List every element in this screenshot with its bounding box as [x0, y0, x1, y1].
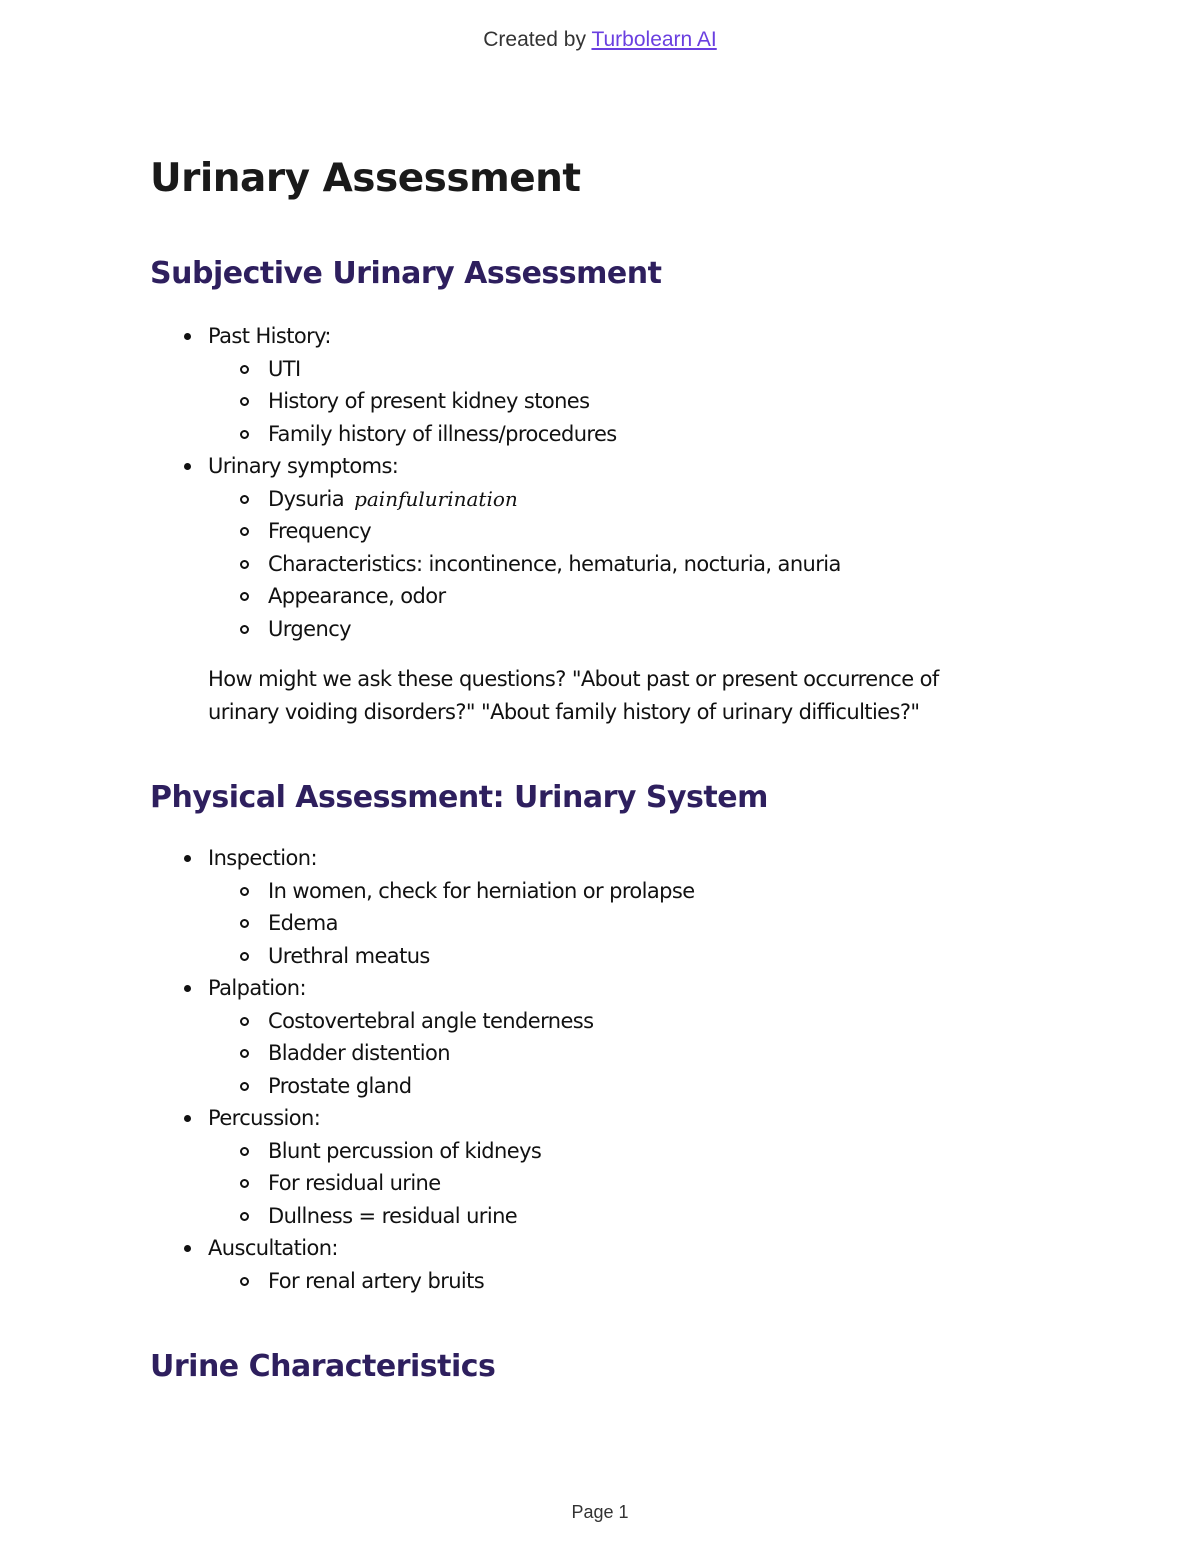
page-footer [0, 1502, 1200, 1523]
palpation-sublist [208, 1005, 1030, 1103]
list-item: For residual urine [208, 1167, 1030, 1200]
list-item: Dullness = residual urine [208, 1200, 1030, 1233]
list-item: Costovertebral angle tenderness [208, 1005, 1030, 1038]
header-prefix: Created by [483, 28, 586, 51]
palpation-label: Palpation: [208, 976, 306, 1000]
inspection-sublist [208, 875, 1030, 973]
urinary-symptoms-label: Urinary symptoms: [208, 454, 399, 478]
past-history-label: Past History: [208, 324, 331, 348]
dysuria-text: Dysuria [268, 486, 344, 511]
list-item: In women, check for herniation or prolapse [208, 875, 1030, 908]
page-title: Urinary Assessment [150, 156, 581, 201]
physical-list [150, 842, 1030, 1297]
list-item: Blunt percussion of kidneys [208, 1135, 1030, 1168]
list-item: Family history of illness/procedures [208, 418, 1030, 451]
page-header [0, 28, 1200, 52]
document-body [150, 150, 1030, 1389]
turbolearn-link[interactable]: Turbolearn AI [591, 28, 717, 51]
list-item: Bladder distention [208, 1037, 1030, 1070]
dysuria-math-expression: painfulurination [354, 486, 518, 511]
subjective-list [150, 320, 1030, 645]
percussion-sublist [208, 1135, 1030, 1233]
list-item: Urethral meatus [208, 940, 1030, 973]
list-item: History of present kidney stones [208, 385, 1030, 418]
urinary-symptoms-sublist [208, 483, 1030, 646]
list-item: Characteristics: incontinence, hematuria, nocturia, anuria [208, 548, 1030, 581]
list-item [150, 1102, 1030, 1232]
page-number: Page 1 [571, 1502, 629, 1522]
heading-urine-characteristics: Urine Characteristics [150, 1349, 496, 1384]
list-item: For renal artery bruits [208, 1265, 1030, 1298]
past-history-sublist [208, 353, 1030, 451]
list-item: Urgency [208, 613, 1030, 646]
auscultation-label: Auscultation: [208, 1236, 338, 1260]
list-item: UTI [208, 353, 1030, 386]
list-item [150, 842, 1030, 972]
list-item: Frequency [208, 515, 1030, 548]
list-item [150, 320, 1030, 450]
inspection-label: Inspection: [208, 846, 317, 870]
list-item [208, 483, 1030, 516]
heading-subjective-assessment: Subjective Urinary Assessment [150, 256, 662, 291]
list-item: Edema [208, 907, 1030, 940]
list-item: Prostate gland [208, 1070, 1030, 1103]
list-item [150, 1232, 1030, 1297]
list-item [150, 972, 1030, 1102]
list-item: Appearance, odor [208, 580, 1030, 613]
percussion-label: Percussion: [208, 1106, 321, 1130]
heading-physical-assessment: Physical Assessment: Urinary System [150, 780, 768, 815]
question-note: How might we ask these questions? "About past or present occurrence of urinary voiding disorders?" "About family history of urinary difficulties?" [208, 667, 939, 724]
list-item [150, 450, 1030, 645]
auscultation-sublist [208, 1265, 1030, 1298]
